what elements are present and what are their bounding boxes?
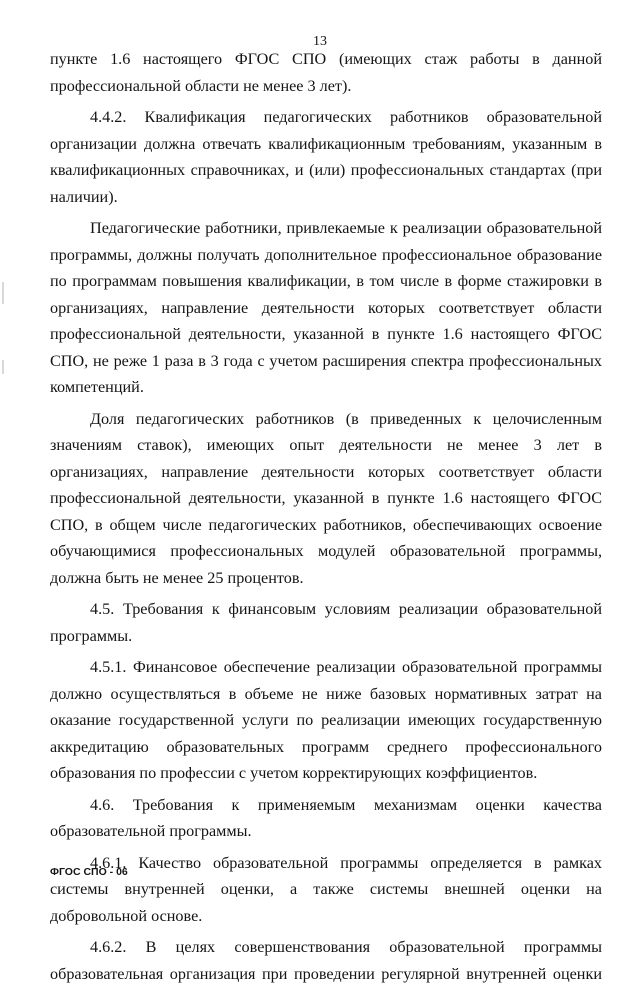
- document-body: [50, 46, 602, 987]
- paragraph-4-5: 4.5. Требования к финансовым условиям реализации образовательной программы.: [50, 600, 602, 645]
- page-number: 13: [313, 34, 327, 49]
- footer-label: ФГОС СПО - 06: [50, 866, 128, 878]
- paragraph-4-6-1: 4.6.1. Качество образовательной программы определяется в рамках системы внутренней оценки, а также системы внешней оценки на добровольной основе.: [50, 853, 602, 925]
- paragraph-4-5-1: 4.5.1. Финансовое обеспечение реализации образовательной программы должно осуществляться в объеме не ниже базовых нормативных затрат на оказание государственной услуги по реализации имеющих государственную аккредитацию образовательных программ среднего профессионального образования по профессии с учетом корректирующих коэффициентов.: [50, 658, 602, 782]
- paragraph-4-6-2: 4.6.2. В целях совершенствования образовательной программы образовательная организация при проведении регулярной внутренней оценки: [50, 938, 602, 983]
- paragraph-teacher-training: Педагогические работники, привлекаемые к реализации образовательной программы, должны получать дополнительное профессиональное образование по программам повышения квалификации, в том числе в форме стажировки в организациях, направление деятельности которых соответствует области профессиональной деятельности, указанной в пункте 1.6 настоящего ФГОС СПО, не реже 1 раза в 3 года с учетом расширения спектра профессиональных компетенций.: [50, 219, 602, 396]
- paragraph-teacher-share: Доля педагогических работников (в приведенных к целочисленным значениям ставок), имеющих опыт деятельности не менее 3 лет в организациях, направление деятельности которых соответствует области профессиональной деятельности, указанной в пункте 1.6 настоящего ФГОС СПО, в общем числе педагогических работников, обеспечивающих освоение обучающимися профессиональных модулей образовательной программы, должна быть не менее 25 процентов.: [50, 409, 602, 587]
- scan-edge-mark: [2, 282, 4, 304]
- paragraph-continuation: пункте 1.6 настоящего ФГОС СПО (имеющих стаж работы в данной профессиональной области не менее 3 лет).: [50, 50, 602, 95]
- paragraph-4-4-2: 4.4.2. Квалификация педагогических работников образовательной организации должна отвечать квалификационным требованиям, указанным в квалификационных справочниках, и (или) профессиональных стандартах (при наличии).: [50, 108, 602, 206]
- scan-edge-mark: [2, 360, 4, 374]
- paragraph-4-6: 4.6. Требования к применяемым механизмам оценки качества образовательной программы.: [50, 795, 602, 840]
